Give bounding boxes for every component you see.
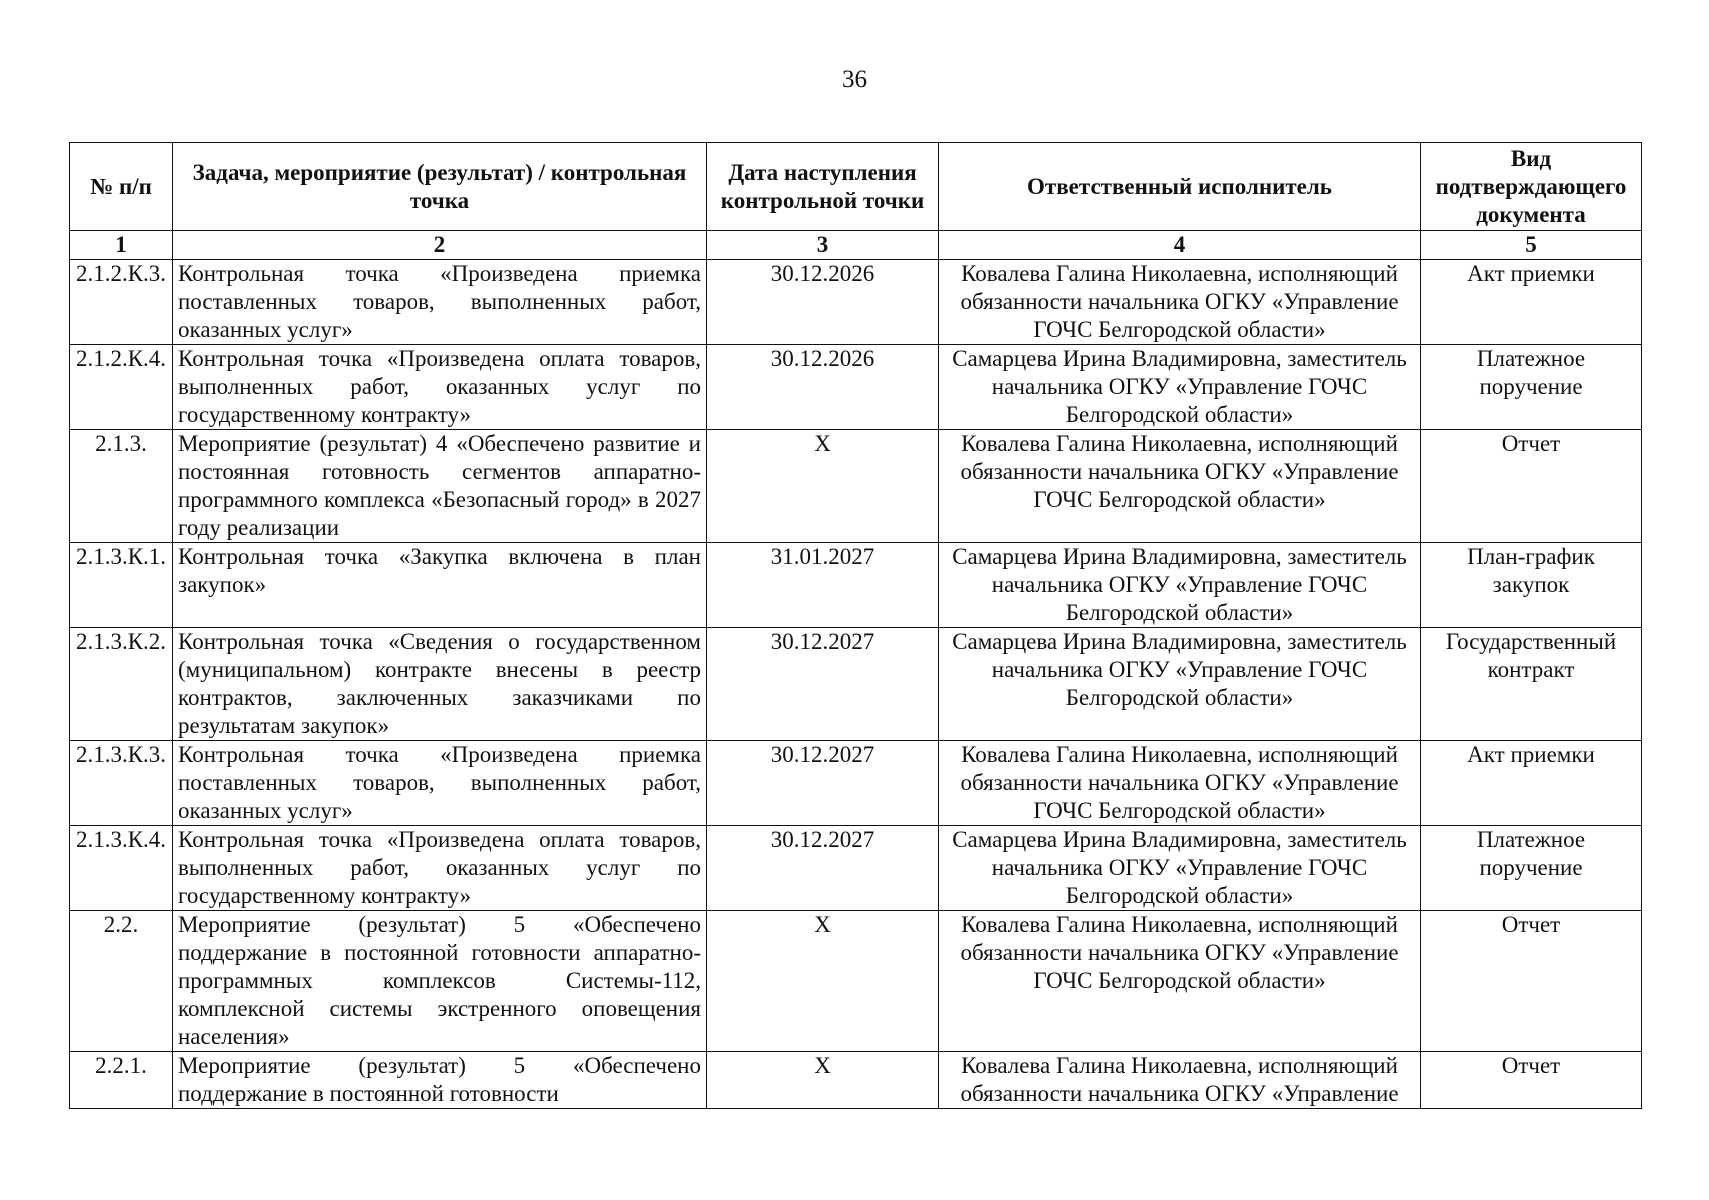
row-task: Контрольная точка «Сведения о государственном (муниципальном) контракте внесены в реестр контрактов, заключенных заказчиками по результатам закупок» (173, 628, 707, 741)
control-points-table (69, 142, 1642, 1109)
table-row (70, 741, 1642, 826)
row-number: 2.2. (70, 911, 173, 1052)
row-responsible: Ковалева Галина Николаевна, исполняющий обязанности начальника ОГКУ «Управление (939, 1052, 1421, 1109)
row-date: 30.12.2026 (707, 260, 939, 345)
row-date: Х (707, 911, 939, 1052)
row-task: Мероприятие (результат) 4 «Обеспечено развитие и постоянная готовность сегментов аппаратно-программного комплекса «Безопасный город» в 2027 году реализации (173, 430, 707, 543)
row-responsible: Ковалева Галина Николаевна, исполняющий обязанности начальника ОГКУ «Управление ГОЧС Белгородской области» (939, 741, 1421, 826)
row-document: Акт приемки (1421, 260, 1642, 345)
table-row (70, 260, 1642, 345)
table-row (70, 430, 1642, 543)
row-document: Отчет (1421, 911, 1642, 1052)
row-task: Мероприятие (результат) 5 «Обеспечено поддержание в постоянной готовности (173, 1052, 707, 1109)
column-number: 1 (70, 231, 173, 260)
row-document: Платежное поручение (1421, 826, 1642, 911)
row-number: 2.1.3.К.1. (70, 543, 173, 628)
column-number: 5 (1421, 231, 1642, 260)
page-number: 36 (842, 66, 867, 93)
table-row (70, 628, 1642, 741)
column-number: 2 (173, 231, 707, 260)
row-date: Х (707, 430, 939, 543)
row-number: 2.1.2.К.3. (70, 260, 173, 345)
table-header-row (70, 143, 1642, 231)
row-task: Контрольная точка «Произведена приемка поставленных товаров, выполненных работ, оказанных услуг» (173, 741, 707, 826)
row-date: 30.12.2027 (707, 826, 939, 911)
row-number: 2.1.3.К.4. (70, 826, 173, 911)
row-date: 30.12.2026 (707, 345, 939, 430)
table-row (70, 826, 1642, 911)
column-number: 3 (707, 231, 939, 260)
row-document: Государственный контракт (1421, 628, 1642, 741)
row-document: Отчет (1421, 430, 1642, 543)
row-date: Х (707, 1052, 939, 1109)
header-responsible: Ответственный исполнитель (939, 143, 1421, 231)
header-task: Задача, мероприятие (результат) / контрольная точка (173, 143, 707, 231)
row-task: Контрольная точка «Произведена приемка поставленных товаров, выполненных работ, оказанных услуг» (173, 260, 707, 345)
row-document: План-график закупок (1421, 543, 1642, 628)
row-date: 30.12.2027 (707, 741, 939, 826)
header-document: Вид подтверждающего документа (1421, 143, 1642, 231)
row-responsible: Ковалева Галина Николаевна, исполняющий обязанности начальника ОГКУ «Управление ГОЧС Белгородской области» (939, 430, 1421, 543)
table-row (70, 1052, 1642, 1109)
row-task: Контрольная точка «Произведена оплата товаров, выполненных работ, оказанных услуг по государственному контракту» (173, 826, 707, 911)
row-task: Мероприятие (результат) 5 «Обеспечено поддержание в постоянной готовности аппаратно-программных комплексов Системы-112, комплексной системы экстренного оповещения населения» (173, 911, 707, 1052)
row-date: 30.12.2027 (707, 628, 939, 741)
header-number: № п/п (70, 143, 173, 231)
row-responsible: Самарцева Ирина Владимировна, заместитель начальника ОГКУ «Управление ГОЧС Белгородской области» (939, 628, 1421, 741)
row-responsible: Самарцева Ирина Владимировна, заместитель начальника ОГКУ «Управление ГОЧС Белгородской области» (939, 345, 1421, 430)
column-number-row (70, 231, 1642, 260)
row-number: 2.2.1. (70, 1052, 173, 1109)
row-responsible: Ковалева Галина Николаевна, исполняющий обязанности начальника ОГКУ «Управление ГОЧС Белгородской области» (939, 911, 1421, 1052)
row-responsible: Самарцева Ирина Владимировна, заместитель начальника ОГКУ «Управление ГОЧС Белгородской области» (939, 826, 1421, 911)
row-responsible: Самарцева Ирина Владимировна, заместитель начальника ОГКУ «Управление ГОЧС Белгородской области» (939, 543, 1421, 628)
column-number: 4 (939, 231, 1421, 260)
row-document: Платежное поручение (1421, 345, 1642, 430)
row-date: 31.01.2027 (707, 543, 939, 628)
row-number: 2.1.3.К.3. (70, 741, 173, 826)
row-document: Акт приемки (1421, 741, 1642, 826)
row-task: Контрольная точка «Закупка включена в план закупок» (173, 543, 707, 628)
table-row (70, 911, 1642, 1052)
row-number: 2.1.2.К.4. (70, 345, 173, 430)
header-date: Дата наступления контрольной точки (707, 143, 939, 231)
table-row (70, 345, 1642, 430)
row-number: 2.1.3. (70, 430, 173, 543)
row-number: 2.1.3.К.2. (70, 628, 173, 741)
row-responsible: Ковалева Галина Николаевна, исполняющий обязанности начальника ОГКУ «Управление ГОЧС Белгородской области» (939, 260, 1421, 345)
row-task: Контрольная точка «Произведена оплата товаров, выполненных работ, оказанных услуг по государственному контракту» (173, 345, 707, 430)
table-row (70, 543, 1642, 628)
row-document: Отчет (1421, 1052, 1642, 1109)
